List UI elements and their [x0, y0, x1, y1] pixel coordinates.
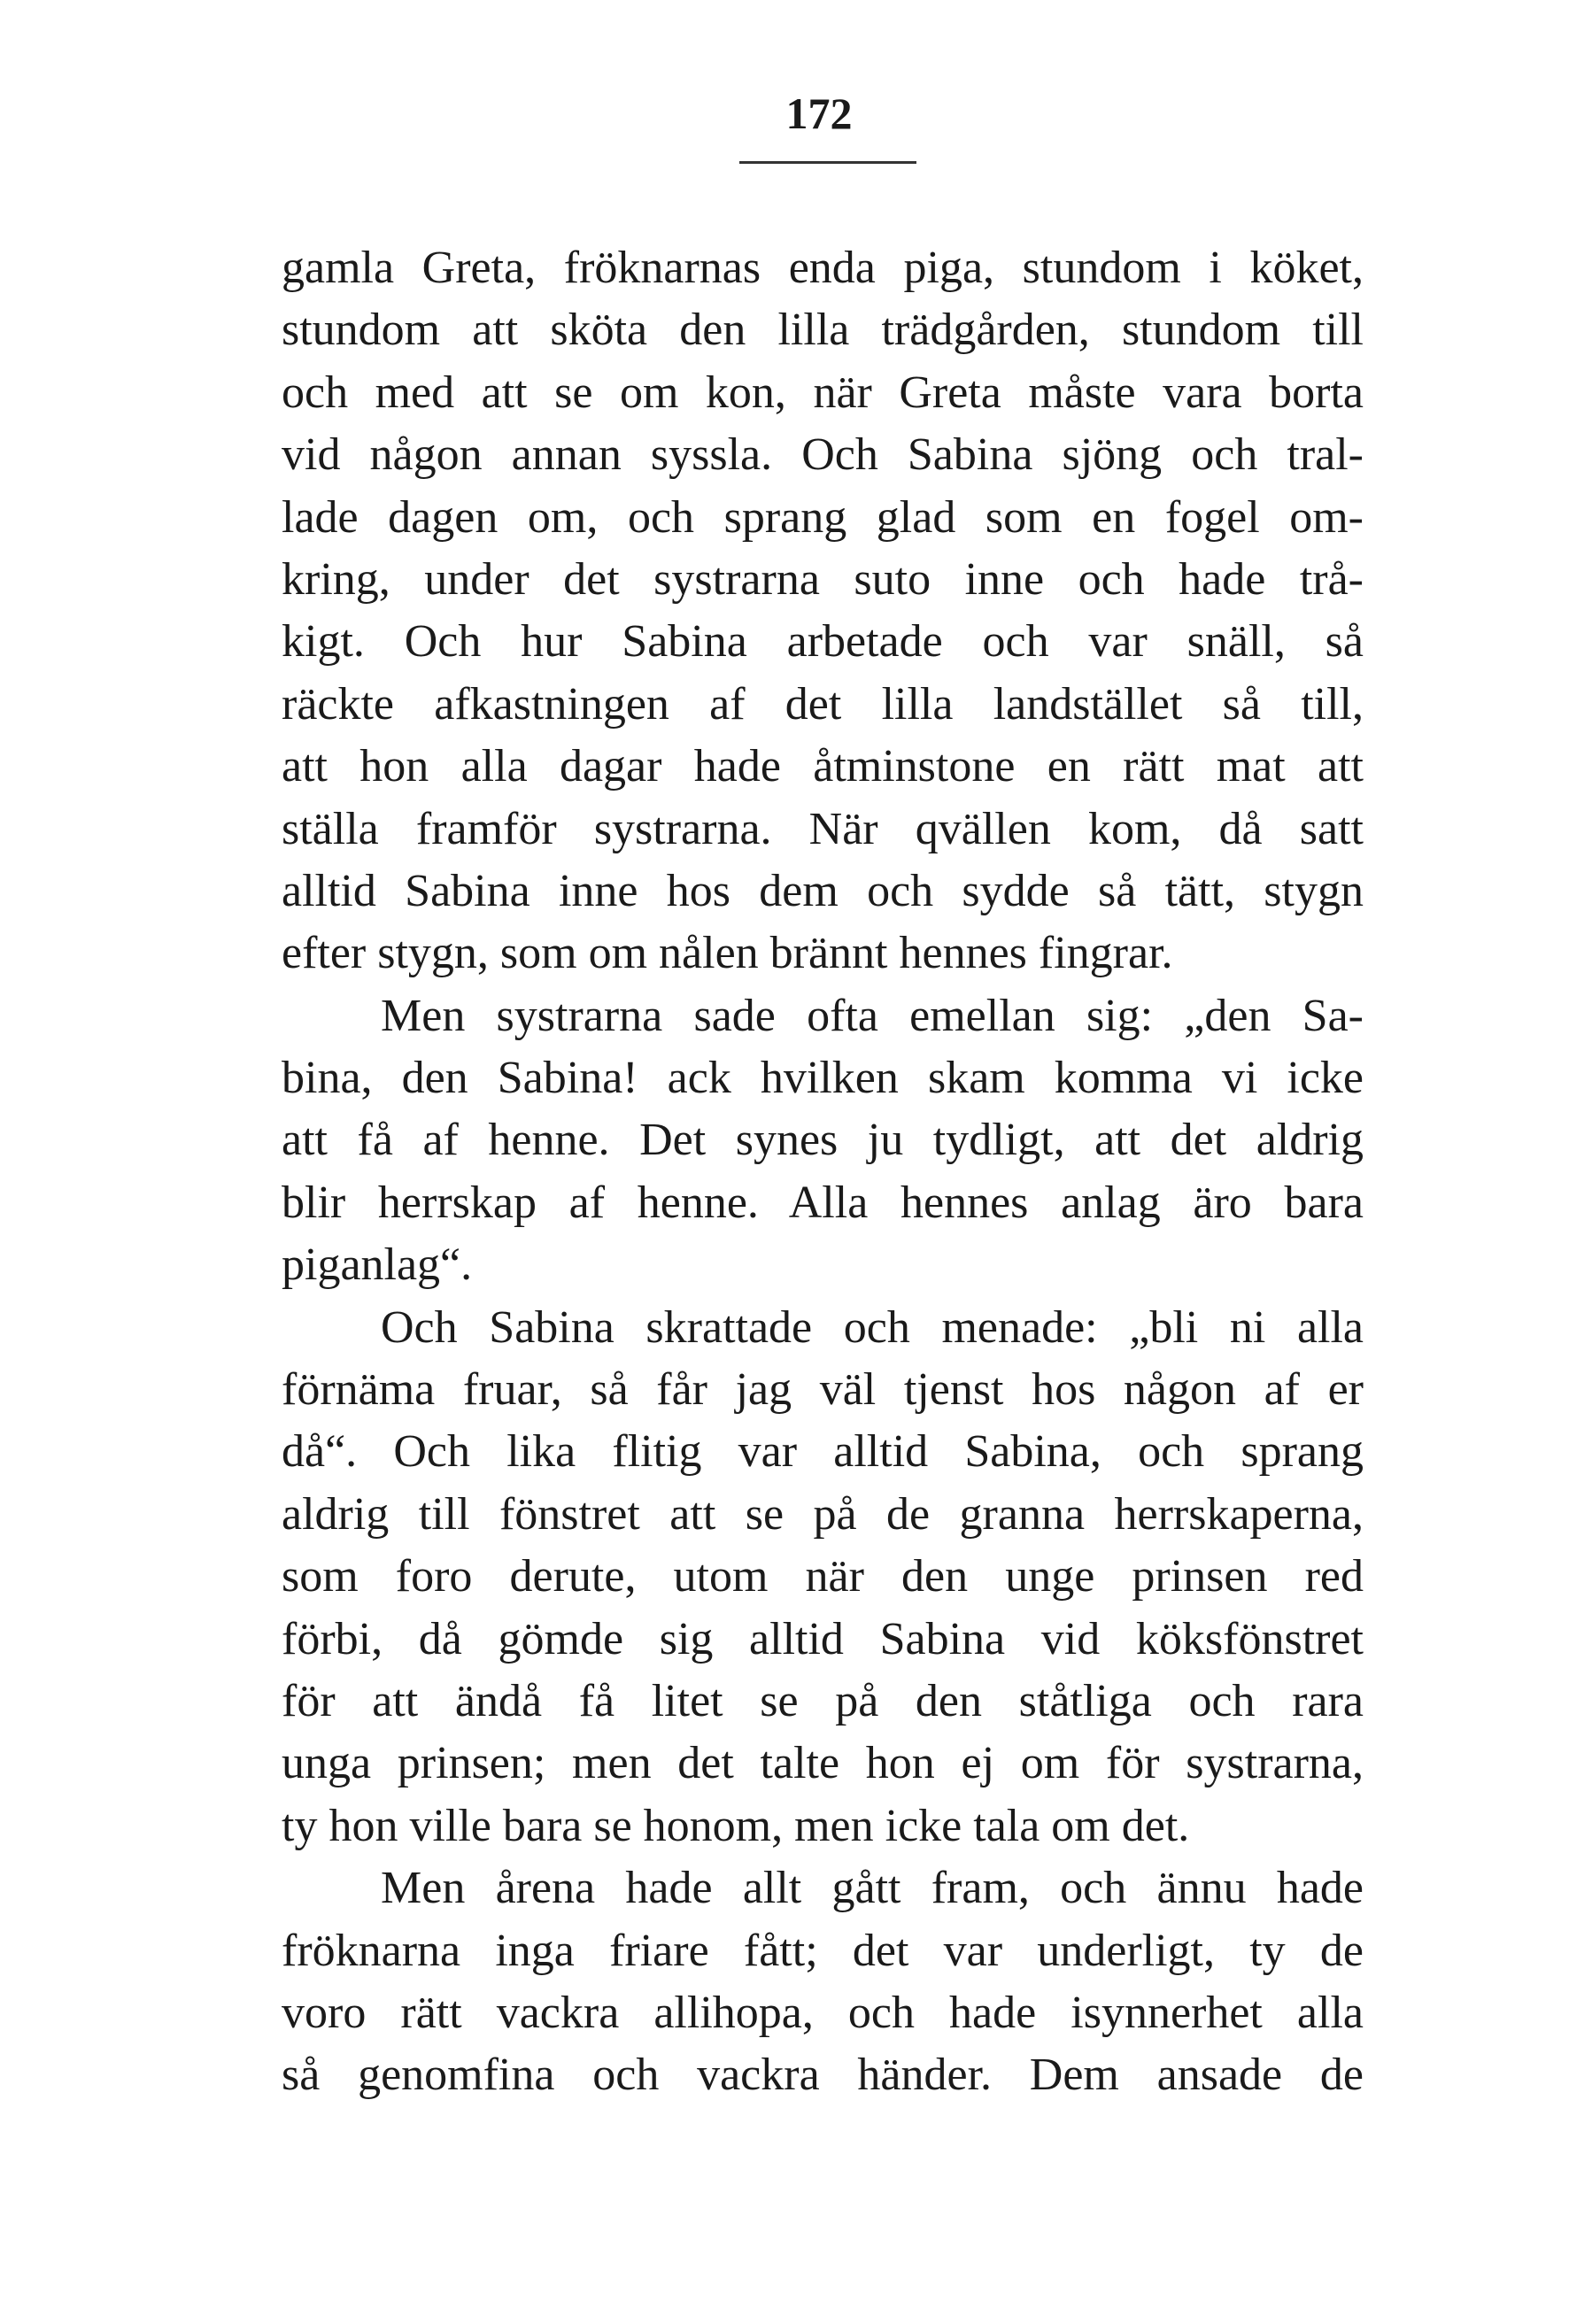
body-text: [282, 237, 1364, 2107]
text-line: unga prinsen; men det talte hon ej om för systrarna,: [282, 1738, 1364, 1789]
text-line: blir herrskap af henne. Alla hennes anlag äro bara: [282, 1177, 1364, 1228]
text-line: aldrig till fönstret att se på de granna herrskaperna,: [282, 1488, 1364, 1540]
text-line: lade dagen om, och sprang glad som en fogel om-: [282, 491, 1364, 543]
text-line: Men systrarna sade ofta emellan sig: „den Sa-: [381, 990, 1364, 1041]
text-line: fröknarna inga friare fått; det var underligt, ty de: [282, 1925, 1364, 1976]
text-line: ställa framför systrarna. När qvällen kom, då satt: [282, 803, 1364, 854]
text-line: räckte afkastningen af det lilla landstället så till,: [282, 678, 1364, 730]
text-line: så genomfina och vackra händer. Dem ansade de: [282, 2050, 1364, 2101]
text-line: alltid Sabina inne hos dem och sydde så tätt, stygn: [282, 865, 1364, 916]
text-line: Men årena hade allt gått fram, och ännu hade: [381, 1863, 1364, 1914]
text-line: ty hon ville bara se honom, men icke tala om det.: [282, 1800, 1190, 1851]
text-line: vid någon annan syssla. Och Sabina sjöng och tral-: [282, 429, 1364, 481]
text-line: att hon alla dagar hade åtminstone en rätt mat att: [282, 741, 1364, 792]
text-line: att få af henne. Det synes ju tydligt, att det aldrig: [282, 1115, 1364, 1166]
text-line: då“. Och lika flitig var alltid Sabina, och sprang: [282, 1426, 1364, 1478]
text-line: förnäma fruar, så får jag väl tjenst hos någon af er: [282, 1364, 1364, 1416]
text-line: kigt. Och hur Sabina arbetade och var snäll, så: [282, 616, 1364, 668]
text-line: och med att se om kon, när Greta måste vara borta: [282, 367, 1364, 418]
header-rule: [739, 161, 916, 164]
text-line: som foro derute, utom när den unge prinsen red: [282, 1551, 1364, 1602]
text-line: för att ändå få litet se på den ståtliga och rara: [282, 1675, 1364, 1726]
text-line: voro rätt vackra allihopa, och hade isynnerhet alla: [282, 1987, 1364, 2038]
text-line: piganlag“.: [282, 1239, 473, 1291]
text-line: gamla Greta, fröknarnas enda piga, stundom i köket,: [282, 243, 1364, 293]
text-line: efter stygn, som om nålen brännt hennes fingrar.: [282, 928, 1173, 979]
page-number: 172: [785, 89, 853, 138]
text-line: Och Sabina skrattade och menade: „bli ni alla: [381, 1301, 1364, 1353]
text-line: stundom att sköta den lilla trädgården, stundom till: [282, 305, 1364, 356]
text-line: kring, under det systrarna suto inne och hade trå-: [282, 553, 1364, 605]
text-line: bina, den Sabina! ack hvilken skam komma vi icke: [282, 1053, 1364, 1104]
text-line: förbi, då gömde sig alltid Sabina vid köksfönstret: [282, 1613, 1364, 1664]
